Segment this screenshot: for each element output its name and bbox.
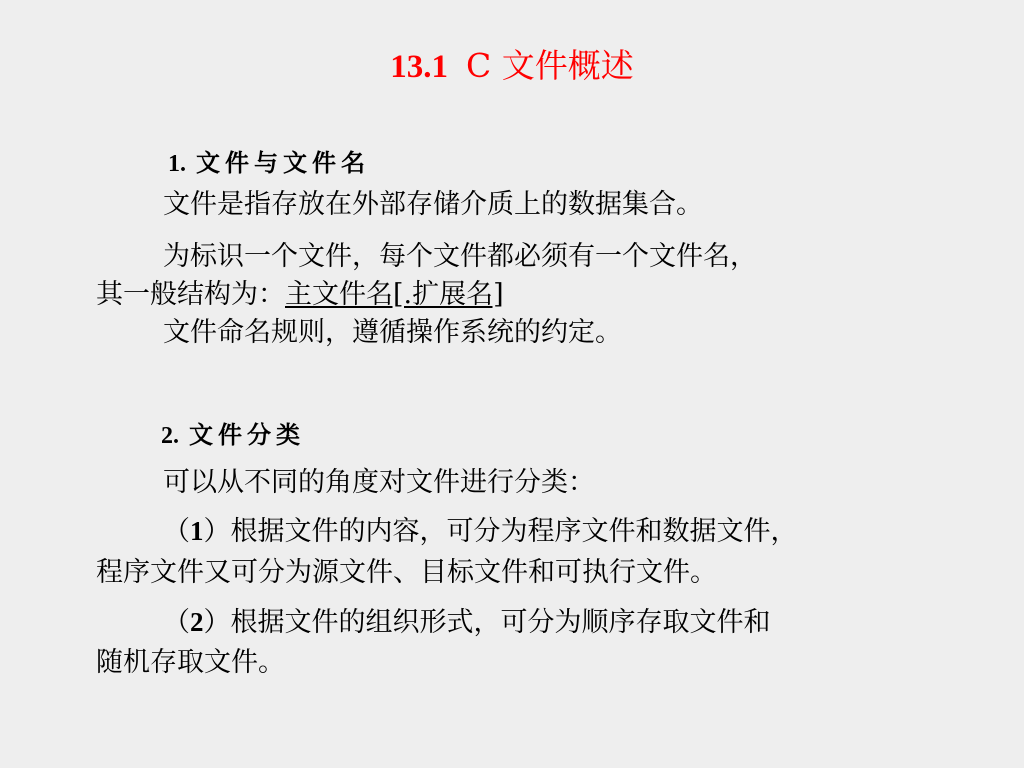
filename-structure: 主文件名[.扩展名] (285, 279, 504, 310)
section2-item1 (163, 512, 798, 551)
title-text: C 文件概述 (466, 46, 634, 85)
item2-number: 2 (190, 607, 204, 637)
section1-line3 (96, 276, 504, 314)
item1-open-paren: （ (163, 516, 190, 547)
section2-item2-cont: 随机存取文件。 (96, 647, 285, 678)
section2-item1-cont: 程序文件又可分为源文件、目标文件和可执行文件。 (96, 557, 717, 588)
section1-heading (168, 146, 370, 181)
section2-intro: 可以从不同的角度对文件进行分类： (163, 467, 595, 498)
section1-line1: 文件是指存放在外部存储介质上的数据集合。 (163, 189, 703, 220)
title-number: 13.1 (390, 49, 448, 85)
slide-title (0, 42, 1024, 91)
section1-line4: 文件命名规则，遵循操作系统的约定。 (163, 317, 622, 348)
section1-line3-prefix: 其一般结构为： (96, 279, 285, 310)
section1-heading-text: 文件与文件名 (196, 148, 370, 177)
item1-number: 1 (190, 516, 204, 546)
item2-close-paren: ） (203, 607, 231, 638)
section1-number: 1. (168, 151, 186, 177)
section2-number: 2. (161, 423, 179, 449)
item2-open-paren: （ (163, 607, 190, 638)
item2-text: 根据文件的组织形式，可分为顺序存取文件和 (230, 607, 771, 638)
item1-close-paren: ） (203, 516, 231, 547)
item1-text: 根据文件的内容，可分为程序文件和数据文件， (230, 516, 798, 547)
section2-item2 (163, 603, 771, 642)
section2-heading (161, 418, 305, 453)
section2-heading-text: 文件分类 (189, 420, 305, 449)
section1-line2: 为标识一个文件，每个文件都必须有一个文件名， (163, 241, 757, 272)
